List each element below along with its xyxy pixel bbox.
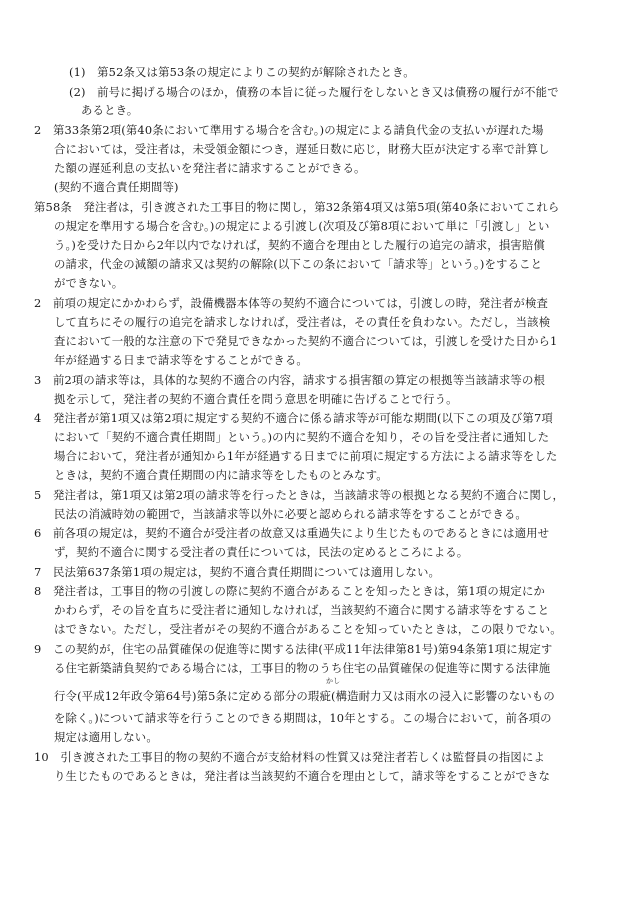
text-line: た額の遅延利息の支払いを発注者に請求することができる。 [54, 161, 366, 175]
text-line: 民法の消滅時効の範囲で，当該請求等以外に必要と認められる請求等をすることができる。 [54, 507, 527, 521]
text-line: 規定は適用しない。 [54, 730, 158, 744]
text-line: の請求，代金の減額の請求又は契約の解除(以下この条において「請求等」という。)をすること [54, 257, 543, 271]
text-line: り生じたものであるときは，発注者は当該契約不適合を理由として，請求等をすることができな [54, 769, 551, 783]
ruby-annotation: かし [326, 677, 341, 685]
text-line: る住宅新築請負契約である場合には，工事目的物のうち住宅の品質確保の促進等に関する法律施 [54, 661, 551, 675]
text-line: ず，契約不適合に関する受注者の責任については，民法の定めるところによる。 [54, 545, 469, 559]
text-line: 5 発注者は，第1項又は第2項の請求等を行ったときは，当該請求等の根拠となる契約不適合に関し， [34, 488, 564, 502]
text-line: 8 発注者は，工事目的物の引渡しの際に契約不適合があることを知ったときは，第1項の規定にか [34, 584, 546, 598]
text-line: 4 発注者が第1項又は第2項に規定する契約不適合に係る請求等が可能な期間(以下この項及び第7項 [34, 411, 553, 425]
section-heading: (契約不適合責任期間等) [54, 180, 179, 194]
text-line: はできない。ただし，受注者がその契約不適合があることを知っていたときは，この限りでない。 [54, 622, 562, 636]
text-line: 9 この契約が，住宅の品質確保の促進等に関する法律(平成11年法律第81号)第94条第1項に規定す [34, 642, 553, 656]
text-line: 7 民法第637条第1項の規定は，契約不適合責任期間については適用しない。 [34, 565, 441, 579]
text-line: あるとき。 [81, 103, 139, 117]
text-line: 10 引き渡された工事目的物の契約不適合が支給材料の性質又は発注者若しくは監督員の指図によ [34, 750, 546, 764]
text-line: 拠を示して，発注者の契約不適合責任を問う意思を明確に告げることで行う。 [54, 392, 458, 406]
text-line: かわらず，その旨を直ちに受注者に通知しなければ，当該契約不適合に関する請求等をすること [54, 603, 550, 617]
text-line: において「契約不適合責任期間」という。)の内に契約不適合を知り，その旨を受注者に通知した [54, 430, 550, 444]
text-line: 行令(平成12年政令第64号)第5条に定める部分の瑕疵(構造耐力又は雨水の浸入に影響のないもの [54, 689, 555, 703]
text-line: う。)を受けた日から2年以内でなければ，契約不適合を理由とした履行の追完の請求，損害賠償 [54, 238, 545, 252]
text-line: ときは，契約不適合責任期間の内に請求等をしたものとみなす。 [54, 468, 388, 482]
article-heading-line: 第58条 発注者は，引き渡された工事目的物に関し，第32条第4項又は第5項(第40条においてこれら [34, 200, 560, 214]
text-line: 年が経過する日まで請求等をすることができる。 [54, 353, 308, 367]
text-line: (1) 第52条又は第53条の規定によりこの契約が解除されたとき。 [69, 65, 415, 79]
text-line: 3 前2項の請求等は，具体的な契約不適合の内容，請求する損害額の算定の根拠等当該請求等の根 [34, 373, 546, 387]
text-line: 査において一般的な注意の下で発見できなかった契約不適合については，引渡しを受けた日から1 [54, 334, 558, 348]
text-line: 合においては，受注者は，未受領金額につき，遅延日数に応じ，財務大臣が決定する率で計算し [54, 142, 550, 156]
text-line: 2 第33条第2項(第40条において準用する場合を含む。)の規定による請負代金の支払いが遅れた場 [34, 123, 544, 137]
text-line: の規定を準用する場合を含む。)の規定による引渡し(次項及び第8項において単に「引渡し」とい [54, 219, 550, 233]
text-line: 場合において，発注者が通知から1年が経過する日までに前項に規定する方法による請求等をした [54, 449, 558, 463]
text-line: 2 前項の規定にかかわらず，設備機器本体等の契約不適合については，引渡しの時，発注者が検査 [34, 296, 549, 310]
text-line: 6 前各項の規定は，契約不適合が受注者の故意又は重過失により生じたものであるときには適用せ [34, 526, 550, 540]
text-line: ができない。 [54, 276, 124, 290]
text-line: して直ちにその履行の追完を請求しなければ，受注者は，その責任を負わない。ただし，当該検 [54, 315, 551, 329]
text-line: (2) 前号に掲げる場合のほか，債務の本旨に従った履行をしないとき又は債務の履行が不能で [69, 85, 559, 99]
text-line: を除く。)について請求等を行うことのできる期間は，10年とする。この場合において，前各項の [54, 711, 552, 725]
